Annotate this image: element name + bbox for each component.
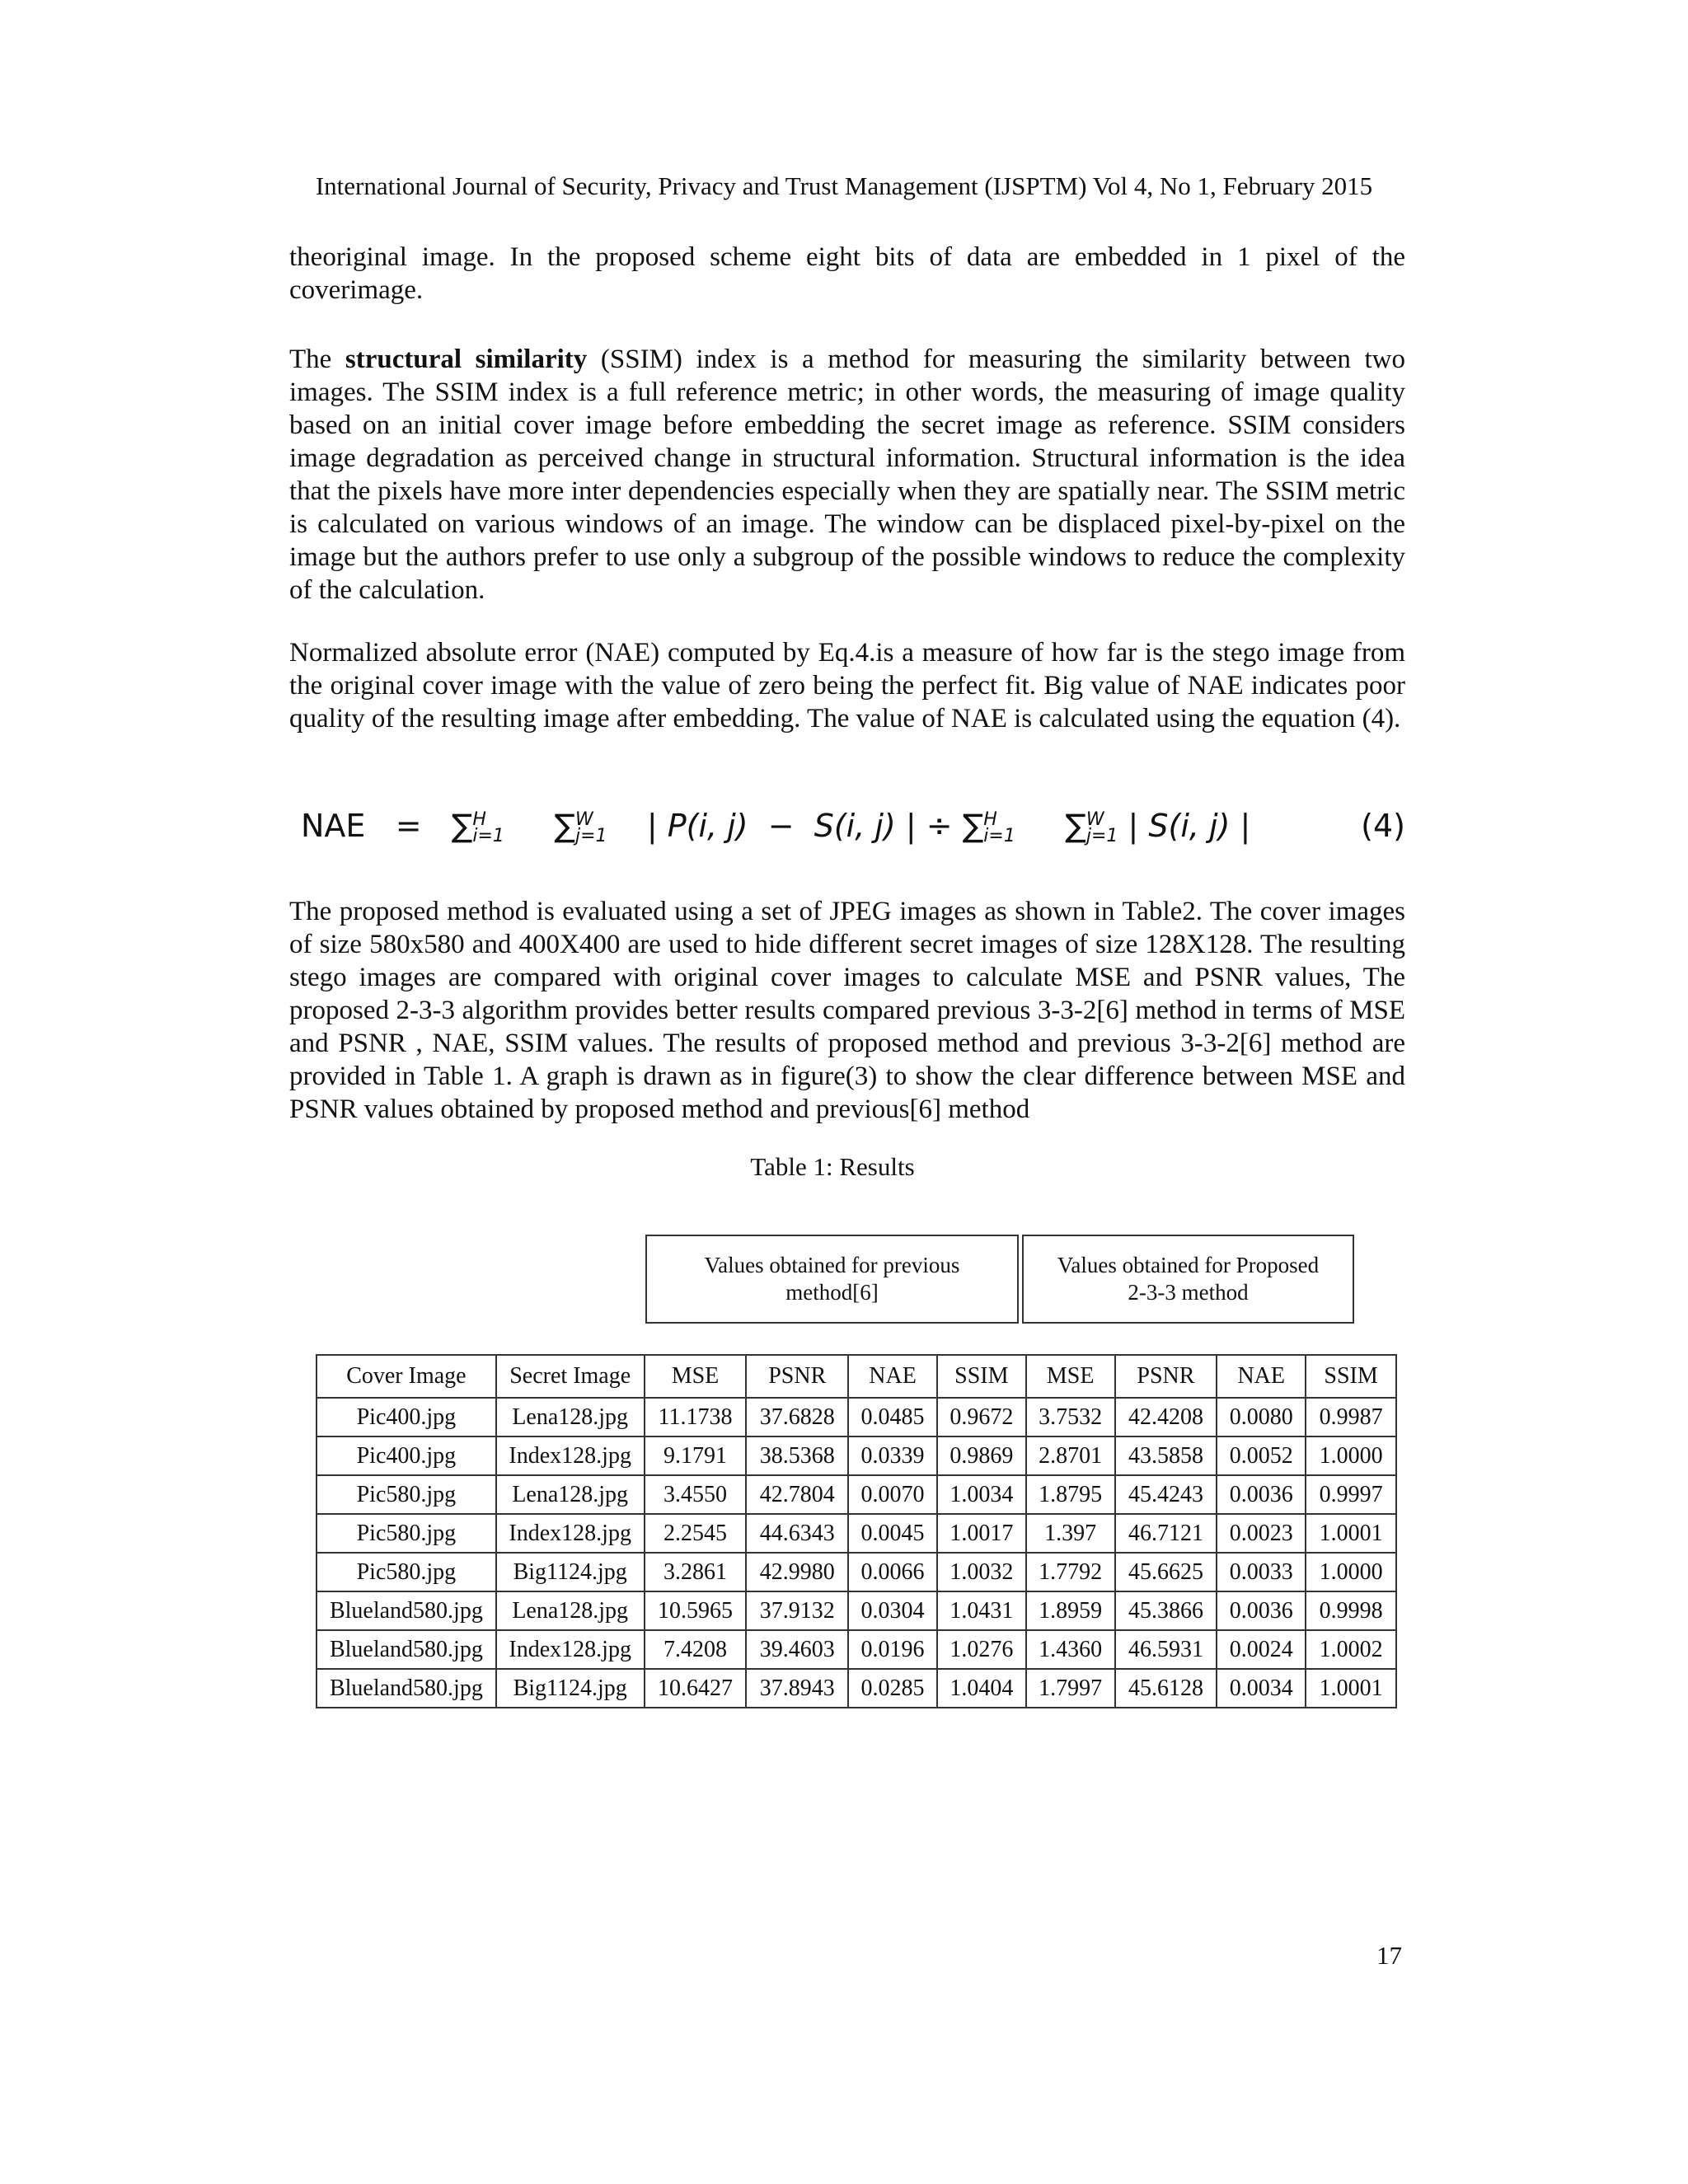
table-cell: 0.0485 — [848, 1398, 937, 1436]
eq-s-term2: S(i, j) — [1148, 808, 1231, 844]
results-table — [316, 1354, 1397, 1708]
eq-equals: = — [395, 808, 422, 844]
eq-sum-j: ∑ — [554, 808, 575, 844]
table-cell: Lena128.jpg — [496, 1398, 645, 1436]
table-row — [316, 1669, 1396, 1708]
table-cell: 10.6427 — [645, 1669, 747, 1708]
paragraph-ssim — [289, 343, 1405, 607]
table-cell: 0.9997 — [1306, 1475, 1396, 1514]
table-cell: 0.0045 — [848, 1514, 937, 1553]
table-cell: 3.4550 — [645, 1475, 747, 1514]
table-cell: Pic580.jpg — [316, 1475, 496, 1514]
header-prop-psnr: PSNR — [1115, 1355, 1217, 1398]
table-cell: 1.7792 — [1026, 1553, 1115, 1591]
paragraph-ssim-body: (SSIM) index is a method for measuring the similarity between two images. The SSIM index is a full reference metric; in other words, the measuring of image quality based on an initial cover image before embedding the secret image as reference. SSIM considers image degradation as perceived change in structural information. Structural information is the idea that the pixels have more inter dependencies especially when they are spatially near. The SSIM metric is calculated on various windows of an image. The window can be displaced pixel-by-pixel on the image but the authors prefer to use only a subgroup of the possible windows to reduce the complexity of the calculation. — [289, 344, 1405, 605]
group-proposed-line2: 2-3-3 method — [1128, 1280, 1249, 1305]
group-previous-line1: Values obtained for previous — [704, 1253, 960, 1277]
table-cell: 1.0002 — [1306, 1630, 1396, 1669]
table-cell: 11.1738 — [645, 1398, 747, 1436]
table-cell: 37.8943 — [746, 1669, 848, 1708]
table-cell: 42.7804 — [746, 1475, 848, 1514]
equation-number: (4) — [1361, 808, 1405, 844]
group-proposed-line1: Values obtained for Proposed — [1057, 1253, 1320, 1277]
eq-lower-i2: i=1 — [983, 825, 1015, 846]
table-cell: 46.5931 — [1115, 1630, 1217, 1669]
running-header: International Journal of Security, Privacy and Trust Management (IJSPTM) Vol 4, No 1, February 2015 — [315, 171, 1373, 200]
table-cell: 42.9980 — [746, 1553, 848, 1591]
paragraph-nae: Normalized absolute error (NAE) computed by Eq.4.is a measure of how far is the stego image from the original cover image with the value of zero being the perfect fit. Big value of NAE indicates poor quality of the resulting image after embedding. The value of NAE is calculated using the equation (4). — [289, 638, 1405, 733]
table-row — [316, 1514, 1396, 1553]
group-header-proposed — [1022, 1235, 1354, 1324]
table-cell: 45.6128 — [1115, 1669, 1217, 1708]
eq-upper-w2: W — [1085, 808, 1104, 830]
table-cell: Pic580.jpg — [316, 1553, 496, 1591]
table-cell: Pic400.jpg — [316, 1436, 496, 1475]
table-cell: 0.0066 — [848, 1553, 937, 1591]
table-cell: 0.9672 — [937, 1398, 1026, 1436]
table-cell: Pic400.jpg — [316, 1398, 496, 1436]
header-cover-image: Cover Image — [316, 1355, 496, 1398]
table-cell: 1.4360 — [1026, 1630, 1115, 1669]
table-cell: Index128.jpg — [496, 1436, 645, 1475]
table-cell: 0.0052 — [1217, 1436, 1306, 1475]
table-cell: 7.4208 — [645, 1630, 747, 1669]
table-cell: 1.0431 — [937, 1591, 1026, 1630]
table-cell: 2.2545 — [645, 1514, 747, 1553]
eq-sum-i: ∑ — [451, 808, 473, 844]
eq-divide: ÷ — [926, 808, 953, 844]
header-prop-mse: MSE — [1026, 1355, 1115, 1398]
table-cell: 0.9998 — [1306, 1591, 1396, 1630]
paragraph-1: theoriginal image. In the proposed scheme eight bits of data are embedded in 1 pixel of the coverimage. — [289, 242, 1405, 305]
table-cell: 3.2861 — [645, 1553, 747, 1591]
table-cell: 1.0032 — [937, 1553, 1026, 1591]
table-cell: 0.0080 — [1217, 1398, 1306, 1436]
table-cell: 45.6625 — [1115, 1553, 1217, 1591]
page-number: 17 — [1376, 1941, 1402, 1970]
eq-upper-h2: H — [983, 808, 997, 830]
table-cell: 45.4243 — [1115, 1475, 1217, 1514]
table-cell: 0.0285 — [848, 1669, 937, 1708]
table-cell: Lena128.jpg — [496, 1475, 645, 1514]
table-row — [316, 1475, 1396, 1514]
table-cell: Index128.jpg — [496, 1514, 645, 1553]
table-cell: 3.7532 — [1026, 1398, 1115, 1436]
header-prop-nae: NAE — [1217, 1355, 1306, 1398]
eq-lower-j2: j=1 — [1085, 825, 1118, 846]
table-cell: 1.8795 — [1026, 1475, 1115, 1514]
eq-upper-h: H — [472, 808, 486, 830]
eq-s-term: S(i, j) — [814, 808, 896, 844]
header-prev-nae: NAE — [848, 1355, 937, 1398]
table-row — [316, 1591, 1396, 1630]
table-cell: 1.0000 — [1306, 1436, 1396, 1475]
table-cell: 0.0036 — [1217, 1591, 1306, 1630]
table-row — [316, 1630, 1396, 1669]
header-prop-ssim: SSIM — [1306, 1355, 1396, 1398]
table-cell: Big1124.jpg — [496, 1669, 645, 1708]
eq-sum-j2: ∑ — [1065, 808, 1086, 844]
table-cell: 1.8959 — [1026, 1591, 1115, 1630]
table-cell: 1.0001 — [1306, 1514, 1396, 1553]
table-cell: 0.0070 — [848, 1475, 937, 1514]
table-cell: 45.3866 — [1115, 1591, 1217, 1630]
table-cell: 42.4208 — [1115, 1398, 1217, 1436]
table-cell: 2.8701 — [1026, 1436, 1115, 1475]
table-cell: 0.0033 — [1217, 1553, 1306, 1591]
eq-lhs: NAE — [301, 808, 366, 844]
table-cell: 46.7121 — [1115, 1514, 1217, 1553]
table-cell: 1.0404 — [937, 1669, 1026, 1708]
eq-minus: − — [767, 808, 795, 844]
group-header-previous — [645, 1235, 1019, 1324]
table-caption: Table 1: Results — [750, 1152, 915, 1181]
table-cell: 38.5368 — [746, 1436, 848, 1475]
table-cell: 0.0196 — [848, 1630, 937, 1669]
table-cell: 0.0023 — [1217, 1514, 1306, 1553]
header-prev-mse: MSE — [645, 1355, 747, 1398]
equation-body: NAE = ∑H i=1 ∑W j=1 | P(i, j) − S(i, j) | ÷ ∑H i=1 ∑W j=1 | S(i, j) | — [301, 808, 1251, 846]
table-cell: Index128.jpg — [496, 1630, 645, 1669]
group-previous-line2: method[6] — [785, 1280, 879, 1305]
table-cell: 0.0304 — [848, 1591, 937, 1630]
table-cell: Lena128.jpg — [496, 1591, 645, 1630]
table-cell: 1.0017 — [937, 1514, 1026, 1553]
paragraph-evaluation: The proposed method is evaluated using a set of JPEG images as shown in Table2. The cover images of size 580x580 and 400X400 are used to hide different secret images of size 128X128. The resulting stego images are compared with original cover images to calculate MSE and PSNR values, The proposed 2-3-3 algorithm provides better results compared previous 3-3-2[6] method in terms of MSE and PSNR , NAE, SSIM values. The results of proposed method and previous 3-3-2[6] method are provided in Table 1. A graph is drawn as in figure(3) to show the clear difference between MSE and PSNR values obtained by proposed method and previous[6] method — [289, 897, 1405, 1124]
paragraph-ssim-lead: The — [289, 344, 345, 374]
table-header-row — [316, 1355, 1396, 1398]
table-cell: 43.5858 — [1115, 1436, 1217, 1475]
table-cell: 1.397 — [1026, 1514, 1115, 1553]
eq-lower-j: j=1 — [574, 825, 607, 846]
table-row — [316, 1398, 1396, 1436]
table-cell: 10.5965 — [645, 1591, 747, 1630]
header-prev-ssim: SSIM — [937, 1355, 1026, 1398]
table-cell: 0.0339 — [848, 1436, 937, 1475]
table-cell: Pic580.jpg — [316, 1514, 496, 1553]
ssim-term: structural similarity — [345, 344, 588, 374]
table-cell: 0.0036 — [1217, 1475, 1306, 1514]
table-cell: Blueland580.jpg — [316, 1669, 496, 1708]
table-cell: Blueland580.jpg — [316, 1630, 496, 1669]
table-cell: 9.1791 — [645, 1436, 747, 1475]
table-cell: 1.7997 — [1026, 1669, 1115, 1708]
table-cell: 0.9869 — [937, 1436, 1026, 1475]
eq-p-term: P(i, j) — [667, 808, 748, 844]
table-cell: 0.0024 — [1217, 1630, 1306, 1669]
table-cell: 37.6828 — [746, 1398, 848, 1436]
eq-sum-i2: ∑ — [962, 808, 984, 844]
eq-lower-i: i=1 — [472, 825, 504, 846]
table-cell: 1.0034 — [937, 1475, 1026, 1514]
table-cell: 1.0276 — [937, 1630, 1026, 1669]
table-row — [316, 1553, 1396, 1591]
table-cell: 44.6343 — [746, 1514, 848, 1553]
table-cell: Blueland580.jpg — [316, 1591, 496, 1630]
eq-upper-w: W — [574, 808, 593, 830]
table-cell: 0.9987 — [1306, 1398, 1396, 1436]
table-cell: Big1124.jpg — [496, 1553, 645, 1591]
nae-equation — [301, 808, 1405, 857]
header-secret-image: Secret Image — [496, 1355, 645, 1398]
table-cell: 1.0001 — [1306, 1669, 1396, 1708]
table-cell: 1.0000 — [1306, 1553, 1396, 1591]
table-cell: 0.0034 — [1217, 1669, 1306, 1708]
table-row — [316, 1436, 1396, 1475]
table-cell: 37.9132 — [746, 1591, 848, 1630]
table-cell: 39.4603 — [746, 1630, 848, 1669]
header-prev-psnr: PSNR — [746, 1355, 848, 1398]
